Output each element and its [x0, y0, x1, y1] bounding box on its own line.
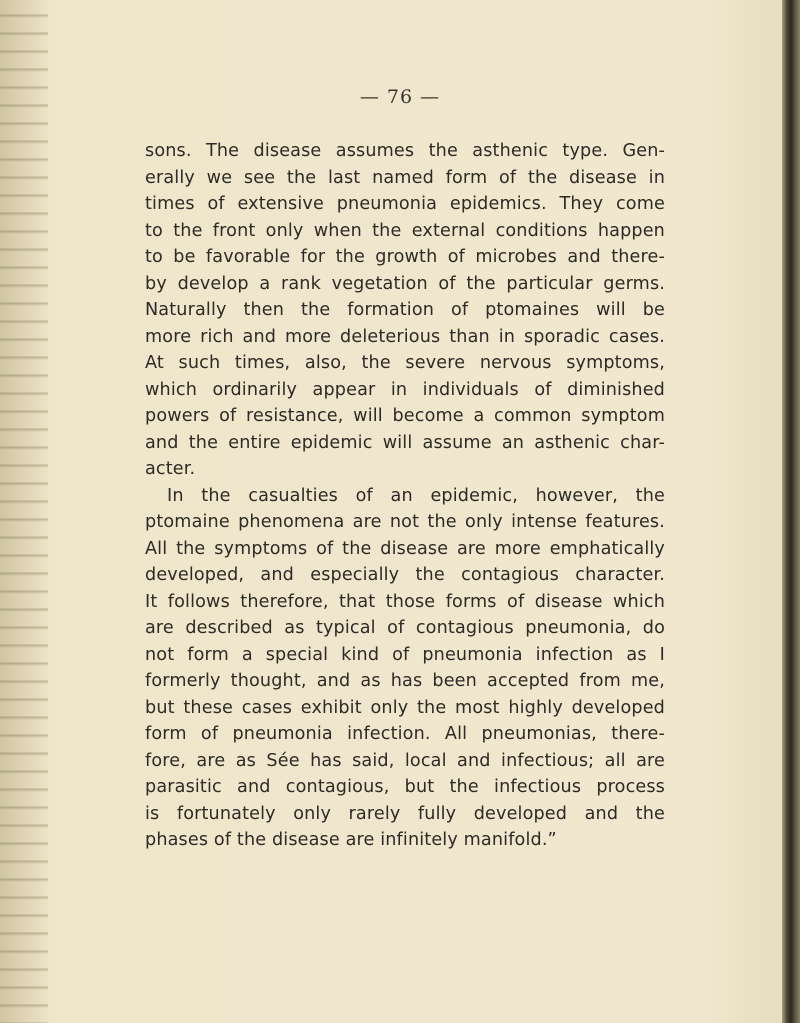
- text-line: In the casualties of an epidemic, however, the: [167, 485, 665, 506]
- text-line: times of extensive pneumonia epidemics. They come: [145, 194, 665, 214]
- text-line: not form a special kind of pneumonia infection as I: [145, 644, 665, 665]
- text-line: erally we see the last named form of the disease in: [145, 167, 665, 188]
- body-text: [145, 138, 665, 854]
- text-line: All the symptoms of the disease are more emphatically: [145, 538, 665, 559]
- text-line: formerly thought, and as has been accepted from me,: [145, 671, 665, 691]
- text-line: is fortunately only rarely fully developed and the: [145, 803, 665, 824]
- text-line: phases of the disease are infinitely manifold.”: [145, 830, 557, 850]
- text-line: It follows therefore, that those forms of disease which: [145, 591, 665, 612]
- text-line: to be favorable for the growth of microbes and there-: [145, 247, 665, 267]
- page-number: — 76 —: [359, 86, 441, 108]
- text-line: At such times, also, the severe nervous symptoms,: [145, 353, 665, 373]
- text-line: Naturally then the formation of ptomaines will be: [145, 300, 665, 320]
- text-line: which ordinarily appear in individuals of diminished: [145, 379, 665, 400]
- text-line: fore, are as Sée has said, local and infectious; all are: [145, 750, 665, 771]
- binding-gutter: [0, 0, 48, 1023]
- text-line: powers of resistance, will become a common symptom: [145, 406, 665, 426]
- text-line: sons. The disease assumes the asthenic type. Gen-: [145, 141, 665, 161]
- text-line: and the entire epidemic will assume an asthenic char-: [145, 432, 665, 453]
- text-line: developed, and especially the contagious character.: [145, 565, 665, 585]
- text-line: form of pneumonia infection. All pneumonias, there-: [145, 724, 665, 744]
- text-line: but these cases exhibit only the most highly developed: [145, 697, 665, 718]
- text-line: more rich and more deleterious than in sporadic cases.: [145, 326, 665, 347]
- text-line: acter.: [145, 459, 196, 479]
- text-line: ptomaine phenomena are not the only intense features.: [145, 512, 665, 532]
- text-line: to the front only when the external conditions happen: [145, 220, 665, 241]
- text-line: are described as typical of contagious pneumonia, do: [145, 618, 665, 638]
- text-line: parasitic and contagious, but the infectious process: [145, 777, 665, 797]
- page-edge: [782, 0, 800, 1023]
- text-line: by develop a rank vegetation of the particular germs.: [145, 273, 665, 294]
